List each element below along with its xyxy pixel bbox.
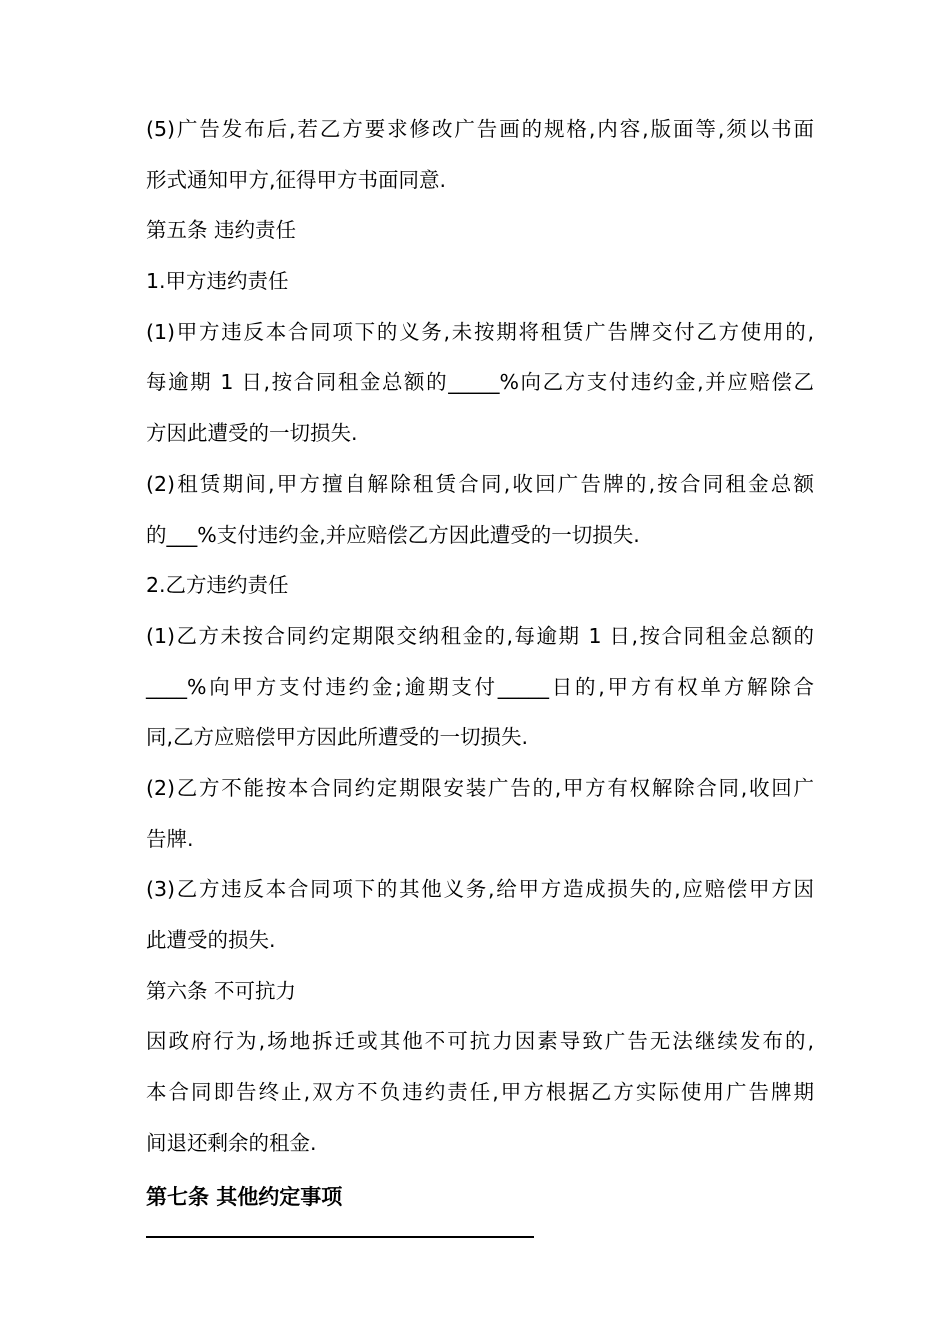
party-a-clause-2-line-1: (2)租赁期间,甲方擅自解除租赁合同,收回广告牌的,按合同租金总额	[146, 471, 814, 496]
party-a-clause-1-line-1: (1)甲方违反本合同项下的义务,未按期将租赁广告牌交付乙方使用的,	[146, 319, 814, 344]
party-a-clause-1-line-3: 方因此遭受的一切损失.	[146, 421, 358, 446]
clause-5-line-2: 形式通知甲方,征得甲方书面同意.	[146, 167, 447, 192]
party-b-clause-1-line-2: ____%向甲方支付违约金;逾期支付_____日的,甲方有权单方解除合	[146, 674, 814, 699]
document-body	[146, 104, 814, 1226]
party-b-breach-heading: 2.乙方违约责任	[146, 573, 289, 598]
article-5-heading: 第五条 违约责任	[146, 218, 297, 243]
article-7-heading: 第七条 其他约定事项	[146, 1185, 343, 1210]
party-b-clause-2-line-2: 告牌.	[146, 826, 194, 851]
party-b-clause-3-line-2: 此遭受的损失.	[146, 928, 276, 952]
party-b-clause-1-line-3: 同,乙方应赔偿甲方因此所遭受的一切损失.	[146, 725, 529, 750]
party-b-clause-3-line-1: (3)乙方违反本合同项下的其他义务,给甲方造成损失的,应赔偿甲方因	[146, 877, 814, 902]
party-b-clause-1-line-1: (1)乙方未按合同约定期限交纳租金的,每逾期 1 日,按合同租金总额的	[146, 623, 814, 648]
article-6-heading: 第六条 不可抗力	[146, 978, 297, 1003]
blank-fill-line	[146, 1236, 534, 1238]
party-b-clause-2-line-1: (2)乙方不能按本合同约定期限安装广告的,甲方有权解除合同,收回广	[146, 775, 814, 800]
force-majeure-line-1: 因政府行为,场地拆迁或其他不可抗力因素导致广告无法继续发布的,	[146, 1029, 814, 1054]
party-a-clause-2-line-2: 的___%支付违约金,并应赔偿乙方因此遭受的一切损失.	[146, 522, 640, 547]
force-majeure-line-3: 间退还剩余的租金.	[146, 1130, 317, 1155]
party-a-clause-1-line-2: 每逾期 1 日,按合同租金总额的_____%向乙方支付违约金,并应赔偿乙	[146, 370, 814, 395]
force-majeure-line-2: 本合同即告终止,双方不负违约责任,甲方根据乙方实际使用广告牌期	[146, 1080, 814, 1105]
party-a-breach-heading: 1.甲方违约责任	[146, 269, 289, 294]
clause-5-line-1: (5)广告发布后,若乙方要求修改广告画的规格,内容,版面等,须以书面	[146, 117, 814, 141]
